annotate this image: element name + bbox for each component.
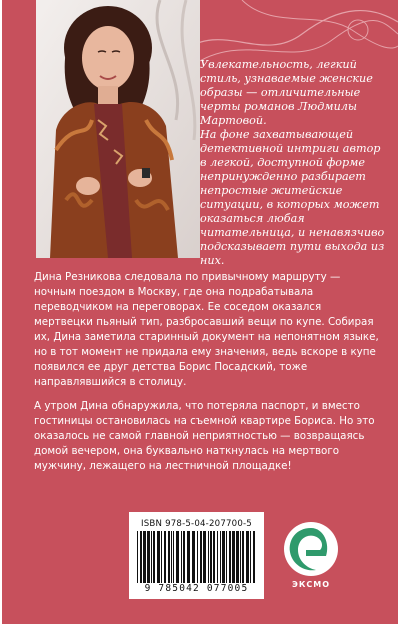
publisher-name: ЭКСМО [291,580,331,589]
isbn-number: ISBN 978-5-04-207700-5 [141,519,252,529]
blurb-paragraph: На фоне захватывающей детективной интриги автор в легкой, доступной форме непринужденно разбирает непростые житейские ситуации, в которых может оказаться любая читательница, и ненавязчиво подсказывает пути выхода из них. [200,128,385,267]
annotation-paragraph: Дина Резникова следовала по привычному маршруту — ночным поездом в Москву, где она подрабатывала переводчиком на переговорах. Ее соседом оказался мертвецки пьяный тип, разбросавший вещи по купе. Собирая их, Дина заметила старинный документ на непонятном языке, но в тот момент не придала ему значения, ведь вскоре в купе появился ее друг детства Борис Посадский, тоже направлявшийся в столицу. [34,271,379,388]
author-photo [36,0,200,258]
barcode-label [129,512,264,599]
eksmo-logo-icon [276,518,346,580]
blurb-paragraph: Увлекательность, легкий стиль, узнаваемые женские образы — отличительные черты романов Людмилы Мартовой. [200,58,373,127]
publisher-logo [276,518,346,608]
promo-blurb [200,58,390,268]
annotation-paragraph: А утром Дина обнаружила, что потеряла паспорт, и вместо гостиницы остановилась на съемной квартире Бориса. Но это оказалось не самой главной неприятностью — возвращаясь домой вечером, она буквально наткнулась на мертвого мужчину, лежащего на лестничной площадке! [34,400,375,472]
barcode-bars [137,531,256,583]
back-cover [2,0,398,624]
ean-digits: 9 785042 077005 [144,583,249,594]
book-annotation [34,270,380,483]
